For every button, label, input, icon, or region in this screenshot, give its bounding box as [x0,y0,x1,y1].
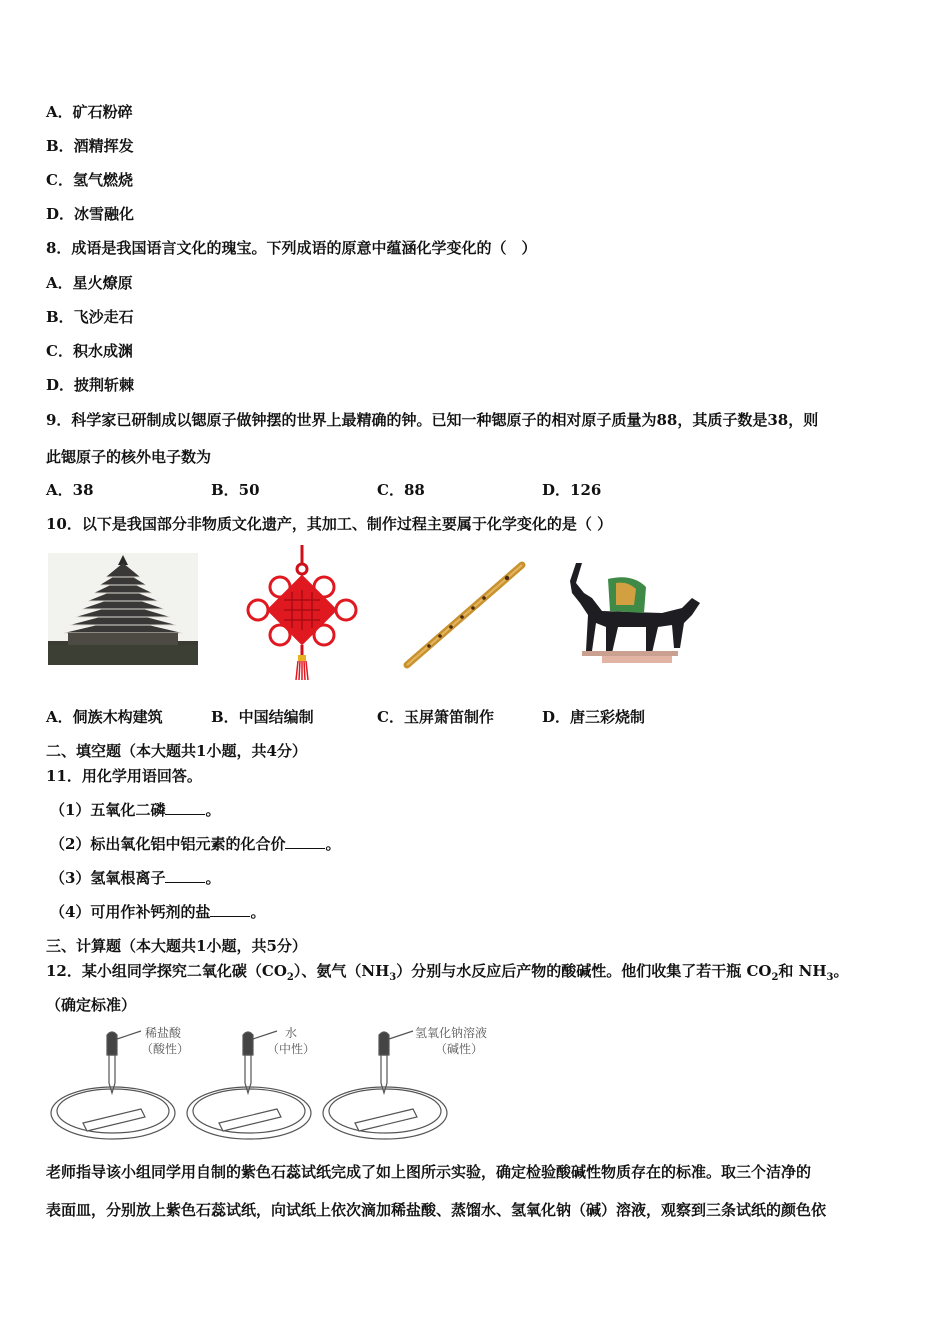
q10-option-b: B．中国结编制 [211,708,314,726]
label-hcl-prop: （酸性） [141,1042,190,1056]
label-water-prop: （中性） [267,1042,316,1056]
q9-option-c: C．88 [377,481,425,499]
q11-stem: 11．用化学用语回答。 [46,767,202,785]
q12-sub-heading: （确定标准） [46,996,137,1014]
q8-stem: 8．成语是我国语言文化的瑰宝。下列成语的原意中蕴涵化学变化的（ ） [46,239,537,257]
q11-item-2: （2）标出氧化铝中铝元素的化合价 。 [50,835,341,853]
section-3-heading: 三、计算题（本大题共1小题，共5分） [46,937,307,955]
q10-option-a: A．侗族木构建筑 [46,708,163,726]
label-hcl-name: 稀盐酸 [145,1026,182,1040]
q12-paragraph-line2: 表面皿，分别放上紫色石蕊试纸，向试纸上依次滴加稀盐酸、蒸馏水、氢氧化钠（碱）溶液，观察到三条试纸的颜色依 [46,1201,827,1219]
q10-option-c: C．玉屏箫笛制作 [377,708,494,726]
label-water-name: 水 [285,1026,298,1040]
q9-option-a: A．38 [46,481,94,499]
drum-tower-image [48,553,198,665]
q11-item-3: （3）氢氧根离子 。 [50,869,221,887]
q9-stem-line1: 9．科学家已研制成以锶原子做钟摆的世界上最精确的钟。已知一种锶原子的相对原子质量为88，其质子数是38，则 [46,411,819,429]
q12-stem: 12．某小组同学探究二氧化碳$(CO_2)$、氨气$(NH_3)$分别与水反应后产物的酸碱性。他们收集了若干瓶 $CO_2$和 $NH_3$。 [46,962,849,983]
q10-stem: 10．以下是我国部分非物质文化遗产，其加工、制作过程主要属于化学变化的是（ ） [46,515,613,533]
label-naoh-name: 氢氧化钠溶液 [415,1026,488,1040]
q11-item-4: （4）可用作补钙剂的盐 。 [50,903,266,921]
chinese-knot-image [240,545,365,680]
q8-option-b: B．飞沙走石 [46,308,134,326]
q11-item-1: （1）五氧化二磷 。 [50,801,221,819]
q7-option-a: A．矿石粉碎 [46,103,133,121]
q9-option-d: D．126 [542,481,602,499]
label-naoh-prop: （碱性） [435,1042,484,1056]
dish-sodium-hydroxide [323,1031,447,1139]
q9-option-b: B．50 [211,481,260,499]
q8-option-a: A．星火燎原 [46,274,133,292]
q12-paragraph-line1: 老师指导该小组同学用自制的紫色石蕊试纸完成了如上图所示实验，确定检验酸碱性物质存在的标准。取三个洁净的 [46,1163,812,1181]
q7-option-b: B．酒精挥发 [46,137,134,155]
tang-sancai-horse-image [562,553,707,673]
q8-option-d: D．披荆斩棘 [46,376,135,394]
q9-stem-line2: 此锶原子的核外电子数为 [46,448,212,466]
litmus-experiment-diagram [45,1025,515,1145]
q10-option-d: D．唐三彩烧制 [542,708,646,726]
q7-option-c: C．氢气燃烧 [46,171,133,189]
section-2-heading: 二、填空题（本大题共1小题，共4分） [46,742,307,760]
q8-option-c: C．积水成渊 [46,342,133,360]
q7-option-d: D．冰雪融化 [46,205,135,223]
bamboo-flute-image [402,560,527,670]
